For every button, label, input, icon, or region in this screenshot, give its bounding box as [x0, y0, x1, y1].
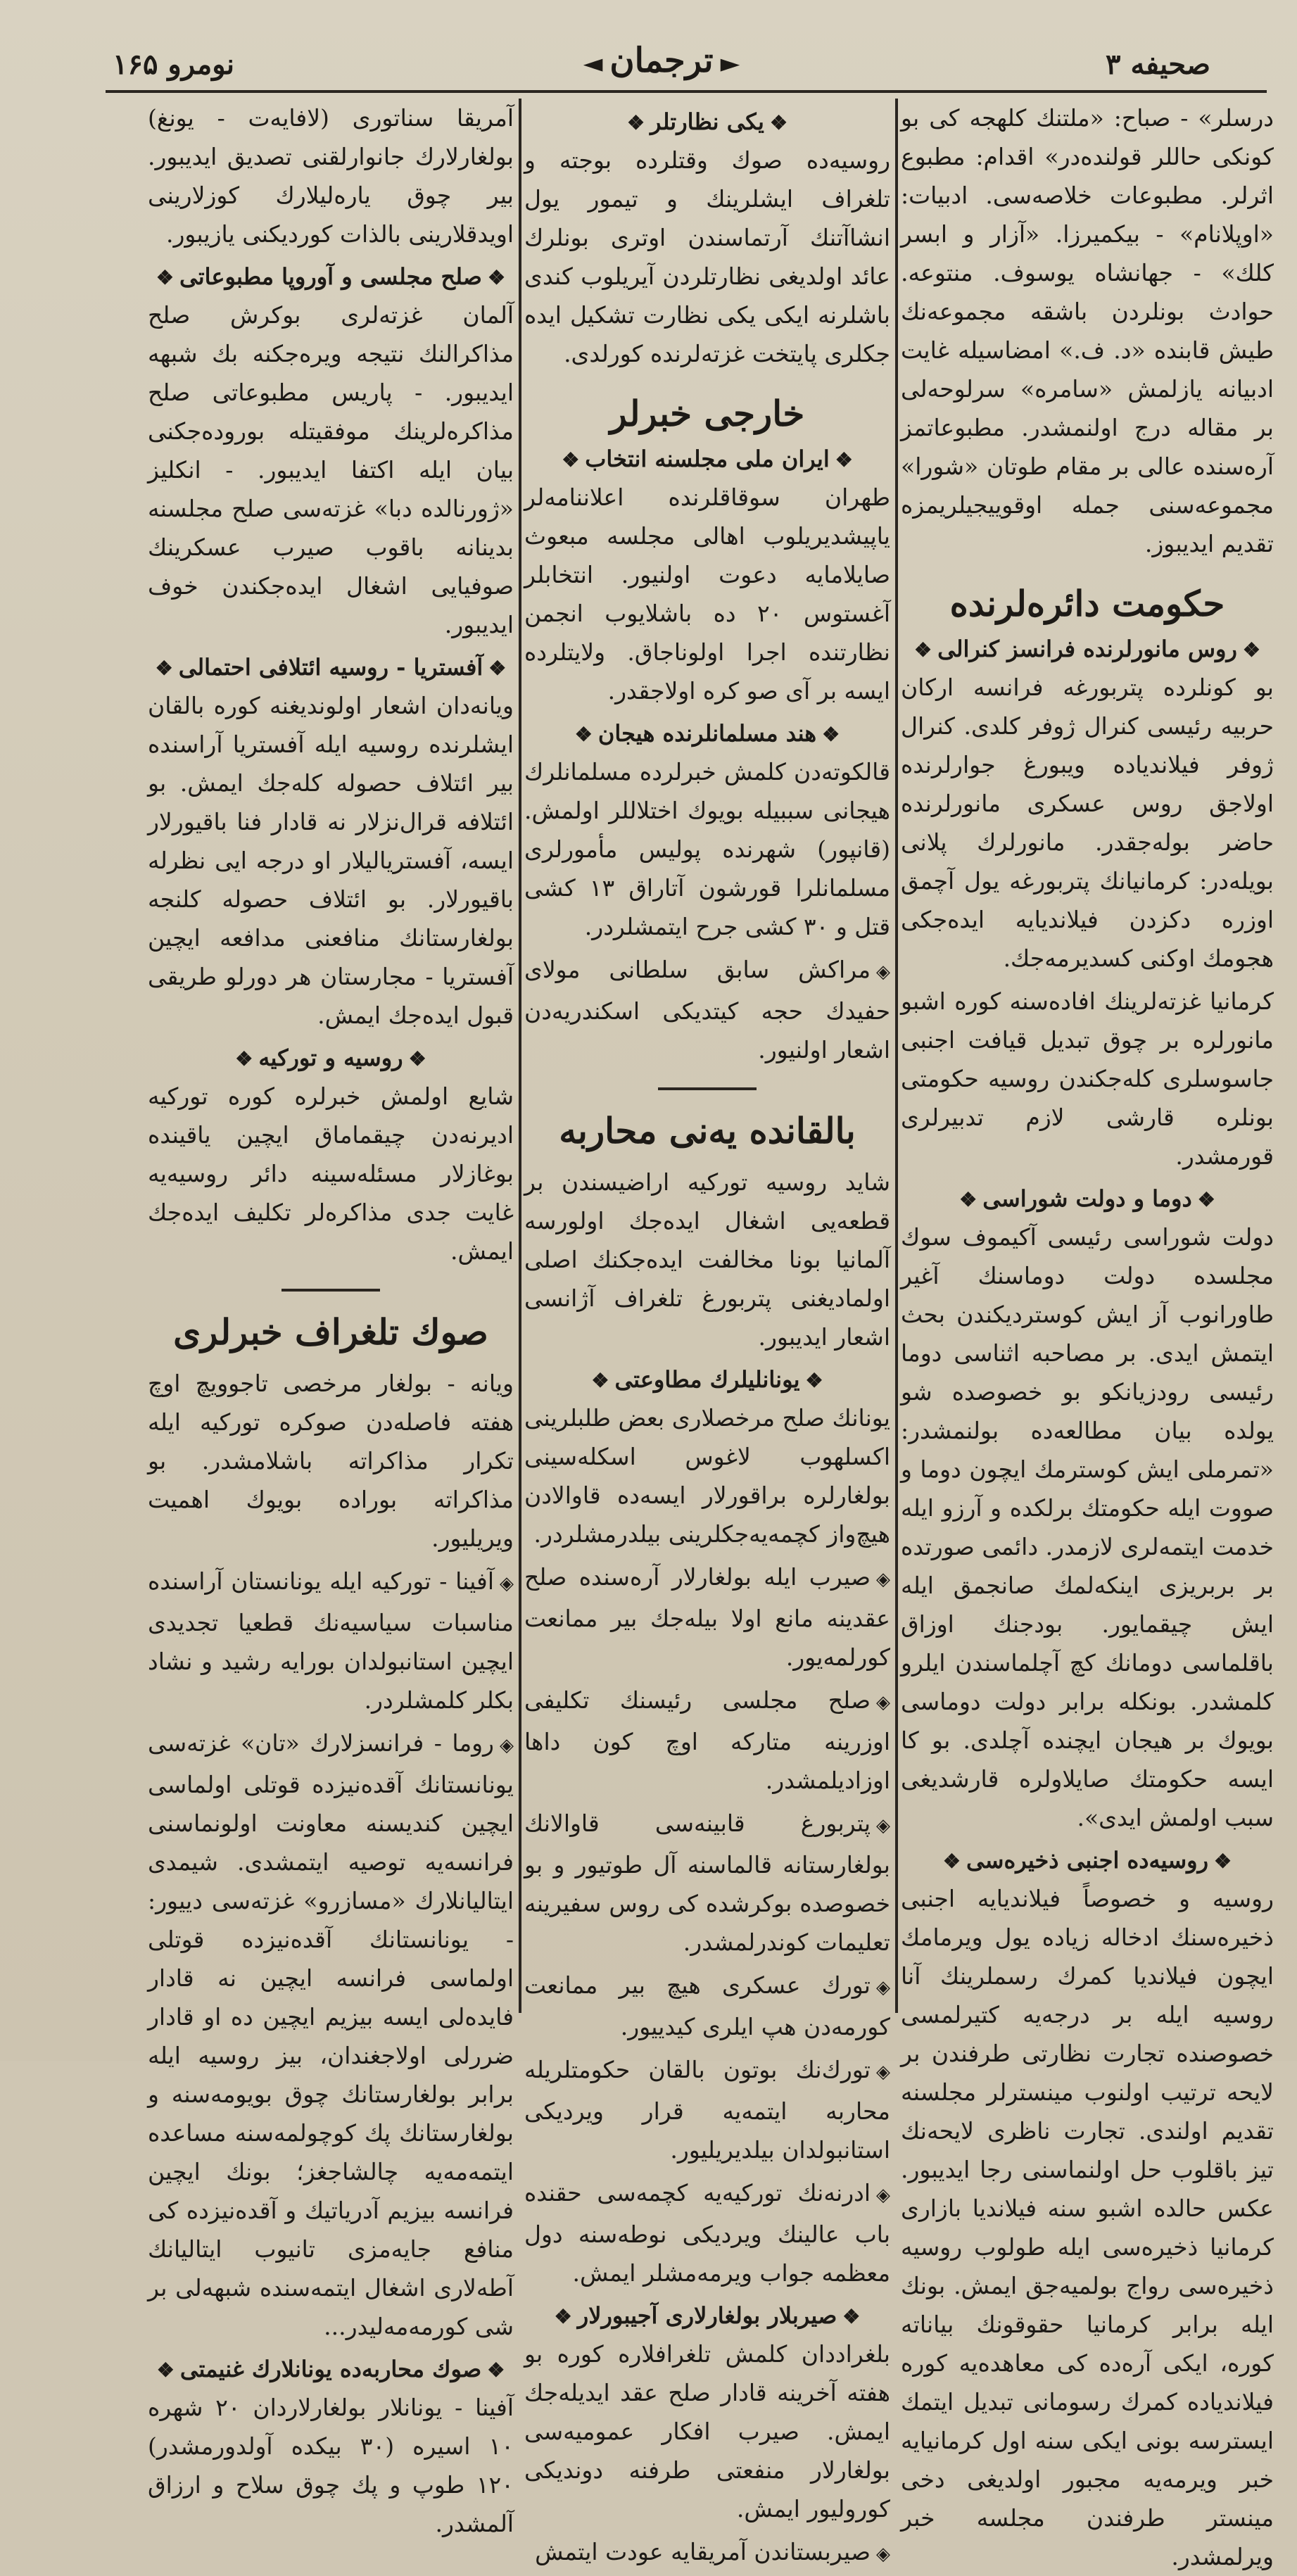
ornament-icon: ❖ — [769, 111, 788, 134]
issue-number: نومرو ۱۶۵ — [113, 48, 234, 81]
article-text: بو كونلرده پتربورغه فرانسه اركان حربیه رئیسی كنرال ژوفر كلدی. كنرال ژوفر فیلاندیاده ویبورغ جوارلرنده اولاجق روس عسكری مانورلرنده حاضر بوله‌جقدر. مانورلرك پلانی بویله‌در: كرمانیانك پتربورغه یول آچمق اوزره دكزدن فیلاندیایه ایده‌جكی هجومك اوكنی كسدیرمه‌جك. — [901, 674, 1274, 972]
ornament-icon: ❖ — [835, 448, 853, 472]
ornament-icon: ❖ — [554, 2305, 572, 2328]
ornament-icon: ❖ — [156, 2359, 175, 2382]
ornament-icon: ❖ — [942, 1850, 961, 1873]
article-text: كرمانیا غزته‌لرینك افاده‌سنه كوره اشبو مانورلره بر چوق تبدیل قیافت اجنبی جاسوسلری كله‌جكندن روسیه حكومتی بونلره قارشی لازم تدبیرلری قورمشدر. — [901, 987, 1274, 1170]
article-heading — [524, 446, 890, 472]
heading-text: ایران ملی مجلسنه انتخاب — [585, 446, 830, 472]
news-item — [524, 1681, 890, 1800]
article-heading — [524, 108, 890, 135]
ornament-icon: ❖ — [591, 1369, 609, 1392]
ornament-icon: ❖ — [574, 723, 593, 746]
bullet-icon: ◈ — [876, 2185, 890, 2206]
article-text: درسلر» - صباح: «ملتنك كلهجه كی بو كونكی حاللر قولنده‌در» اقدام: مطبوع اثرلر. مطبوعات خلاصه‌سی. ادبیات: «اوپلانام» - بیكمیرزا. «آزار و ابسر كلك» - جهانشاه یوسوف. منتوعه. حوادث بونلردن باشقه مجموعه‌نك طیش قابنده «د. ف.» امضاسیله غایت ادبیانه یازلمش «سامره» سرلوحه‌لی بر مقاله درج اولنمشدر. مطبوعاتمز آره‌سنده عالی بر مقام طوتان «شورا» مجموعه‌سنی جمله اوقوییجیلریمزه تقدیم ایدیبوز. — [901, 104, 1274, 557]
news-text: پتربورغ قابینه‌سی قاوالانك بولغارستانه قالماسنه آل طوتیور و بو خصوصده بوكرشده كی روس سفیرینه تعلیمات كوندرلمشدر. — [524, 1810, 890, 1956]
article-text: آمریقا سناتوری (لافایه‌ت - یونغ) بولغارلارك جانوارلقنی تصدیق ایدیبور. بیر چوق یاره‌لیلارك كوزلارینی اویدقلارینی بالذات كوردیكنی یازیبور. — [148, 104, 514, 248]
column-left — [148, 99, 514, 2537]
column-rule — [895, 99, 898, 2013]
ornament-icon: ❖ — [408, 1047, 426, 1071]
ornament-icon: ❖ — [487, 2359, 505, 2382]
bullet-icon: ◈ — [876, 1569, 890, 1590]
article-heading — [148, 263, 514, 290]
news-item — [524, 950, 890, 1069]
ornament-icon: ❖ — [156, 266, 175, 289]
bullet-icon: ◈ — [876, 2062, 890, 2083]
article-text: دولت شوراسی رئیسی آكیموف سوك مجلسده دولت دوماسنك آغیر طاورانوب آز ایش كوستردیكندن بحث ایتمش ایدی. بر مصاحبه اثناسی دوما رئیسی رودزیانكو بو خصوصده شو یولده بیان مطالعه‌ده بولنمشدر: «تمرملی ایش كوسترمك ایچون دوما و صووت ایله حكومتك برلكده و آرزو ایله خدمت ایتمه‌لری لازمدر. دائمی صورتده بر بربریزی اینكه‌لمك صانجمق ایله ایش چیقمایور. بودجنك اوزاق باقلماسی دومانك كچ آچلماسندن ایلرو كلمشدر. بونكله برابر دولت دوماسی بویوك بر هیجان ایچنده آچلدی. بو كا ایسه حكومتك صایلاولره قارشدیغی سبب اولمش ایدی». — [901, 1223, 1274, 1831]
heading-text: صلح مجلسی و آوروپا مطبوعاتی — [179, 263, 482, 290]
article-heading — [524, 720, 890, 747]
heading-text: صوك محاربه‌ده یونانلارك غنیمتی — [179, 2356, 482, 2382]
section-heading: بالقانده یه‌نی محاربه — [559, 1110, 856, 1151]
article-heading — [148, 2356, 514, 2382]
article-text: بلغراددان كلمش تلغرافلاره كوره بو هفته آخرینه قادار صلح عقد ایدیله‌جك ایمش. صیرب افكار عمومیه‌سی بولغارلار منفعتی طرفنه دوندیكی كورولیور ایمش. — [524, 2340, 890, 2523]
article-heading — [901, 1847, 1274, 1874]
separator-rule — [281, 1289, 380, 1292]
ornament-icon: ❖ — [1242, 638, 1261, 662]
news-text: تورك‌نك بوتون بالقان حكومتلریله محاربه ایتمه‌یه قرار ویردیكی استانبولدان بیلدیریلیور. — [524, 2056, 890, 2164]
bullet-icon: ◈ — [876, 2544, 890, 2565]
masthead — [576, 41, 747, 80]
column-middle — [524, 99, 890, 2565]
article-text: شاید روسیه توركیه اراضیسندن بر قطعه‌یی اشغال ایده‌جك اولورسه آلمانیا بونا مخالفت ایده‌جكنك اصلی اولمادیغنی پتربورغ تلغراف آژانسی اشعار ایدیبور. — [524, 1168, 890, 1351]
news-text: ادرنه‌نك توركیه‌یه كچمه‌سی حقنده باب عالینك ویردیكی نوطه‌سنه دول معظمه جواب ویرمه‌مشلر ایمش. — [524, 2179, 890, 2287]
news-item — [524, 1558, 890, 1677]
bullet-icon: ◈ — [500, 1573, 514, 1594]
article-text: آلمان غزته‌لری بوكرش صلح مذاكرالنك نتیجه ویره‌جكنه بك شبهه ایدیبور. - پاریس مطبوعاتی صلح مذاكره‌لرینك موفقیتله بوروده‌جكنی بیان ایله اكتفا ایدیبور. - انكلیز «ژورنالده دبا» غزته‌سی صلح مجلسنه بدینانه باقوب صیرب عسكرینك صوفیایی اشغال ایده‌جكندن خوف ایدیبور. — [148, 301, 514, 638]
ornament-icon: ❖ — [822, 723, 840, 746]
article-text: قالكوته‌دن كلمش خبرلرده مسلمانلرك هیجانی سببیله بویوك اختلاللر اولمش. (قانپور) شهرنده پولیس مأمورلری مسلمانلرا قورشون آتاراق ۱۳ كشی قتل و ۳۰ كشی جرح ایتمشلردر. — [524, 758, 890, 940]
article-heading — [524, 1366, 890, 1393]
ornament-icon: ❖ — [235, 1047, 253, 1071]
article-text: شایع اولمش خبرلره كوره توركیه ادیرنه‌دن چیقماماق ایچین یاقینده بوغازلار مسئله‌سینه دائر روسیه‌یه غایت جدی مذاكره‌لر تكلیف ایده‌جك ایمش. — [148, 1082, 514, 1265]
news-item — [524, 2050, 890, 2169]
section-heading: خارجی خبرلر — [609, 393, 805, 434]
news-item — [148, 1562, 514, 1719]
heading-text: روسیه‌ده اجنبی ذخیره‌سی — [966, 1847, 1209, 1874]
news-text: تورك عسكری هیچ بیر ممانعت كورمه‌دن هپ ایلری كیدییور. — [524, 1971, 890, 2040]
ornament-icon: ❖ — [487, 266, 506, 289]
page-header — [99, 35, 1225, 84]
news-item — [524, 1399, 890, 1553]
ornament-icon: ❖ — [488, 657, 507, 680]
news-text: صیرب ایله بولغارلار آره‌سنده صلح عقدینه مانع اولا بیله‌جك بیر ممانعت كورلمه‌یور. — [524, 1563, 890, 1671]
bullet-icon: ◈ — [876, 1815, 890, 1836]
ornament-icon: ❖ — [1197, 1188, 1215, 1211]
news-item — [524, 1804, 890, 1962]
bullet-icon: ◈ — [876, 1692, 890, 1713]
news-text: صیربستاندن آمریقایه عودت ایتمش — [535, 2538, 871, 2565]
article-heading — [901, 636, 1274, 662]
heading-text: صیربلار بولغارلاری آجیبورلار — [577, 2302, 837, 2329]
column-right — [901, 99, 1274, 2570]
news-text: روما - فرانسزلارك «تان» غزته‌سی یونانستانك آقده‌نیزده قوتلی اولماسی ایچین كندیسنه معاونت اولونماسنی فرانسه‌یه توصیه ایتمشدی. شیمدی ایتالیانلارك «مسازرو» غزته‌سی دییور: - یونانستانك آقده‌نیزده قوتلی اولماسی فرانسه ایچین نه قادار فایده‌لی ایسه بیزیم ایچین ده او قادار ضررلی اولاجغندان، بیز روسیه ایله برابر بولغارستانك چوق بویومه‌سنه و بولغارستانك پك كوچولمه‌سنه مساعده ایتمه‌مه‌یه چالشاجغز؛ بونك ایچین فرانسه بیزیم آدریاتیك و آقده‌نیزده كی منافع جایه‌مزی تانیوب ایتالیانك آطه‌لاری اشغال ایتمه‌سنده شبهه‌لی بر شی كورمه‌مه‌لیدر... — [148, 1729, 514, 2340]
news-item — [524, 2173, 890, 2292]
ornament-icon: ❖ — [155, 657, 173, 680]
heading-text: آفستریا - روسیه ائتلافی احتمالی — [178, 654, 483, 681]
article-text: روسیه‌ده صوك وقتلرده بوجته و تلغراف ایشلرینك و تیمور یول انشاآتنك آرتماسندن اوتری بونلرك عائد اولدیغی نظارتلردن آیریلوب كندی باشلرنه ایكی یكی نظارت تشكیل ایده جكلری پایتخت غزته‌لرنده كورلدی. — [524, 146, 890, 367]
heading-text: دوما و دولت شوراسی — [982, 1185, 1192, 1212]
section-heading: صوك تلغراف خبرلری — [173, 1311, 488, 1353]
article-heading — [148, 1044, 514, 1071]
header-rule — [106, 90, 1267, 93]
ornament-icon: ❖ — [913, 638, 932, 662]
ornament-icon: ❖ — [842, 2305, 861, 2328]
masthead-title: ترجمان — [609, 41, 714, 80]
news-text: آفینا - توركیه ایله یونانستان آراسنده مناسبات سیاسیه‌نك قطعیا تجدیدی ایچین استانبولدان بورایه رشید و نشاد بكلر كلمشلردر. — [148, 1567, 514, 1714]
heading-text: روس مانورلرنده فرانسز كنرالی — [937, 636, 1237, 662]
article-text: طهران سوقاقلرنده اعلاننامه‌لر یاپیشدیریلوب اهالی مجلسه مبعوث صایلامایه دعوت اولنیور. انتخابلر آغستوس ۲۰ ده باشلایوب انجمن نظارتنده اجرا اولوناجاق. ولایتلرده ایسه بر آی صو كره اولاجقدر. — [524, 484, 890, 705]
news-text: مراكش سابق سلطانی مولای حفیدك حجه كیتدیكی اسكندریه‌دن اشعار اولنیور. — [524, 956, 890, 1063]
bullet-icon: ◈ — [500, 1735, 514, 1756]
ornament-icon: ❖ — [562, 448, 580, 472]
news-item — [524, 1966, 890, 2046]
ornament-icon: ◄ — [583, 49, 603, 78]
article-text: آفینا - یونانلار بولغارلاردان ۲۰ شهره ۱۰ اسیره (۳۰ بیكده آولدورمشدر) ۱۲۰ طوپ و پك چوق سلاح و ارزاق آلمشدر. — [148, 2394, 514, 2537]
ornament-icon: ❖ — [1214, 1850, 1232, 1873]
bullet-icon: ◈ — [876, 961, 890, 983]
news-item — [148, 1724, 514, 2346]
page-number: صحیفه ۳ — [1106, 48, 1210, 81]
section-heading: حكومت دائره‌لرنده — [949, 583, 1225, 624]
article-text: ویانه - بولغار مرخصی تاجوویچ اوچ هفته فاصله‌دن صوكره توركیه ایله تكرار مذاكراته باشلامشدر. بو مذاكراته بوراده بویوك اهمیت ویریلیور. — [148, 1370, 514, 1552]
news-text: صلح مجلسی رئیسنك تكلیفی اوزرینه متاركه اوچ كون داها اوزادیلمشدر. — [524, 1686, 890, 1794]
heading-text: روسیه و توركیه — [258, 1044, 403, 1071]
bullet-icon: ◈ — [876, 1977, 890, 1998]
heading-text: یكی نظارتلر — [650, 108, 764, 135]
separator-rule — [658, 1087, 757, 1090]
ornament-icon: ► — [720, 49, 740, 78]
article-heading — [148, 654, 514, 681]
article-text: روسیه و خصوصاً فیلاندیایه اجنبی ذخیره‌سنك ادخاله زیاده یول ویرمامك ایچون فیلاندیا كمرك رسملرینك آنا روسیه ایله بر درجه‌یه كتیرلمسی خصوصنده تجارت نظارتی طرفندن بر لایحه ترتیب اولنوب مینسترلر مجلسنه تقدیم اولندی. تجارت ناظری لایحه‌نك تیز باقلوب حل اولنماسنی رجا ایدیبور. عكس حالده اشبو سنه فیلاندیا بازاری كرمانیا ذخیره‌سی ایله طولوب روسیه ذخیره‌سی رواج بولمیه‌جق ایمش. بونك ایله برابر كرمانیا حقوقونك بیاناته كوره، ایكی آره‌ده كی معاهده‌یه كوره فیلاندیاده كمرك رسومانی تبدیل ایتمك ایسترسه بونی ایكی سنه اول كرمانیایه خبر ویرمه‌یه مجبور اولدیغی دخی مینستر طرفندن مجلسه خبر ویرلمشدر. — [901, 1885, 1274, 2570]
column-rule — [519, 99, 521, 2013]
news-text: یونانك صلح مرخصلاری بعض طلبلرینی اكسلهوب لاغوس اسكله‌سینی بولغارلره براقورلار ایسه‌ده قاوالادن هیچ‌واز كچمه‌یه‌جكلرینی بیلدرمشلردر. — [524, 1404, 890, 1548]
ornament-icon: ❖ — [805, 1369, 823, 1392]
heading-text: هند مسلمانلرنده هیجان — [597, 720, 817, 747]
article-text: ویانه‌دان اشعار اولوندیغنه كوره بالقان ایشلرنده روسیه ایله آفستریا آراسنده بیر ائتلاف حصوله كله‌جك ایمش. بو ائتلافه قرال‌نزلار نه قادار فنا باقیورلار ایسه، آفستریالیلار او درجه ایی نظرله باقیورلار. بو ائتلاف حصوله كلنجه بولغارستانك منافعنی مدافعه ایچین آفستریا - مجارستان هر دورلو طریقی قبول ایده‌جك ایمش. — [148, 692, 514, 1029]
heading-text: یونانلیلرك مطاوعتی — [614, 1366, 800, 1393]
article-heading — [524, 2302, 890, 2329]
news-item — [524, 2532, 890, 2574]
ornament-icon: ❖ — [626, 111, 645, 134]
article-heading — [901, 1185, 1274, 1212]
ornament-icon: ❖ — [959, 1188, 978, 1211]
